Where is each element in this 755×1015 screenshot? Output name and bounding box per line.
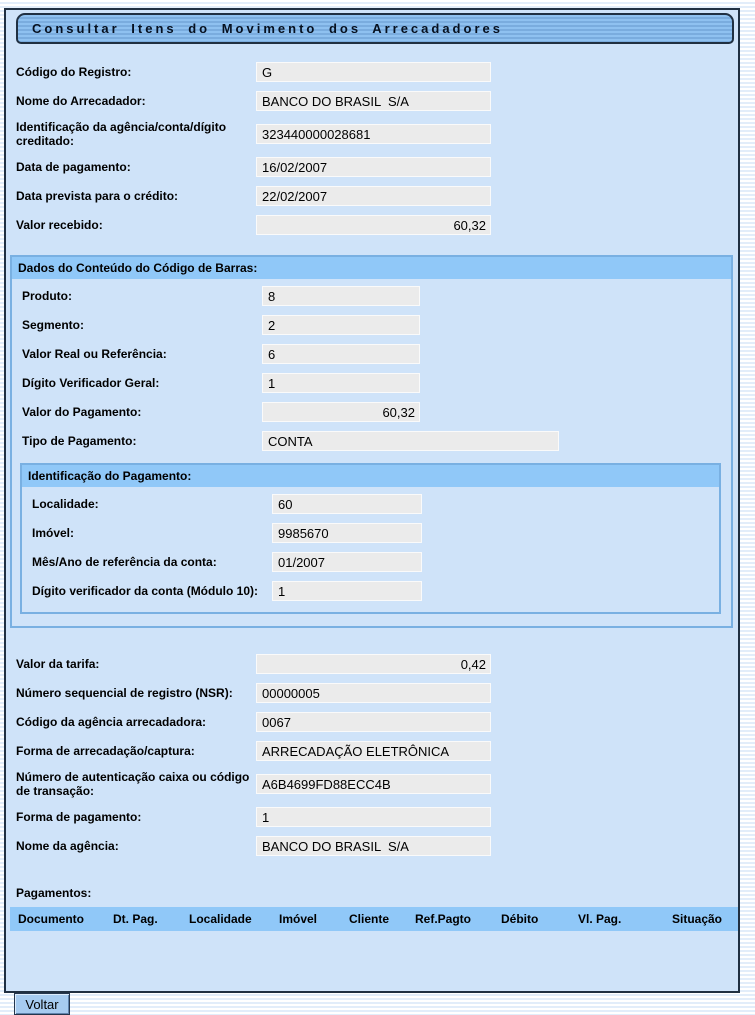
codigo-agencia-field[interactable]: 0067 xyxy=(256,712,491,732)
forma-pagamento-label: Forma de pagamento: xyxy=(16,810,142,824)
field-row-numero-autenticacao xyxy=(6,770,738,798)
segmento-label: Segmento: xyxy=(22,318,85,332)
payments-table xyxy=(10,907,738,931)
valor-pagamento-label: Valor do Pagamento: xyxy=(22,405,142,419)
col-ref-pagto: Ref.Pagto xyxy=(407,907,493,931)
forma-arrecadacao-label: Forma de arrecadação/captura: xyxy=(16,744,195,758)
field-row-valor-recebido xyxy=(6,215,738,235)
field-row-produto xyxy=(12,286,731,306)
back-button[interactable]: Voltar xyxy=(14,993,70,1015)
field-row-localidade xyxy=(22,494,719,514)
valor-recebido-label: Valor recebido: xyxy=(16,218,103,232)
field-row-valor-pagamento xyxy=(12,402,731,422)
col-cliente: Cliente xyxy=(341,907,407,931)
identificacao-agencia-field[interactable]: 323440000028681 xyxy=(256,124,491,144)
localidade-label: Localidade: xyxy=(32,497,99,511)
nome-arrecadador-field[interactable]: BANCO DO BRASIL S/A xyxy=(256,91,491,111)
codigo-agencia-label: Código da agência arrecadadora: xyxy=(16,715,207,729)
numero-autenticacao-label: Número de autenticação caixa ou código de transação: xyxy=(16,770,250,798)
field-row-tipo-pagamento xyxy=(12,431,731,451)
col-imovel: Imóvel xyxy=(271,907,341,931)
codigo-registro-field[interactable]: G xyxy=(256,62,491,82)
field-row-codigo-registro xyxy=(6,62,738,82)
forma-arrecadacao-field[interactable]: ARRECADAÇÃO ELETRÔNICA xyxy=(256,741,491,761)
data-pagamento-label: Data de pagamento: xyxy=(16,160,131,174)
col-dt-pag: Dt. Pag. xyxy=(105,907,181,931)
payments-table-header-row xyxy=(10,907,738,931)
col-vl-pag: Vl. Pag. xyxy=(570,907,664,931)
nsr-field[interactable]: 00000005 xyxy=(256,683,491,703)
main-panel xyxy=(4,8,740,1012)
digito-verificador-conta-label: Dígito verificador da conta (Módulo 10): xyxy=(32,584,259,598)
field-row-imovel xyxy=(22,523,719,543)
valor-tarifa-label: Valor da tarifa: xyxy=(16,657,100,671)
field-row-digito-verificador-geral xyxy=(12,373,731,393)
field-row-forma-pagamento xyxy=(6,807,738,827)
codigo-registro-label: Código do Registro: xyxy=(16,65,132,79)
field-row-digito-verificador-conta xyxy=(22,581,719,601)
field-row-codigo-agencia xyxy=(6,712,738,732)
col-situacao: Situação xyxy=(664,907,738,931)
payment-id-section xyxy=(20,463,721,614)
nsr-label: Número sequencial de registro (NSR): xyxy=(16,686,233,700)
field-row-identificacao-agencia xyxy=(6,120,738,148)
nome-agencia-label: Nome da agência: xyxy=(16,839,119,853)
page-title-text: Consultar Itens do Movimento dos Arrecadadores xyxy=(32,21,503,36)
digito-verificador-geral-field[interactable]: 1 xyxy=(262,373,420,393)
data-prevista-label: Data prevista para o crédito: xyxy=(16,189,179,203)
localidade-field[interactable]: 60 xyxy=(272,494,422,514)
barcode-section-header: Dados do Conteúdo do Código de Barras: xyxy=(12,257,731,279)
barcode-section xyxy=(10,255,733,628)
produto-label: Produto: xyxy=(22,289,72,303)
data-pagamento-field[interactable]: 16/02/2007 xyxy=(256,157,491,177)
field-row-valor-tarifa xyxy=(6,654,738,674)
digito-verificador-conta-field[interactable]: 1 xyxy=(272,581,422,601)
payment-id-section-header: Identificação do Pagamento: xyxy=(22,465,719,487)
field-row-data-prevista xyxy=(6,186,738,206)
field-row-nome-arrecadador xyxy=(6,91,738,111)
payments-label: Pagamentos: xyxy=(16,886,92,900)
mes-ano-referencia-label: Mês/Ano de referência da conta: xyxy=(32,555,217,569)
valor-tarifa-field[interactable]: 0,42 xyxy=(256,654,491,674)
field-row-valor-real xyxy=(12,344,731,364)
nome-arrecadador-label: Nome do Arrecadador: xyxy=(16,94,146,108)
forma-pagamento-field[interactable]: 1 xyxy=(256,807,491,827)
imovel-field[interactable]: 9985670 xyxy=(272,523,422,543)
page-title xyxy=(16,13,734,44)
tipo-pagamento-label: Tipo de Pagamento: xyxy=(22,434,137,448)
valor-real-field[interactable]: 6 xyxy=(262,344,420,364)
col-documento: Documento xyxy=(10,907,105,931)
field-row-mes-ano-referencia xyxy=(22,552,719,572)
numero-autenticacao-field[interactable]: A6B4699FD88ECC4B xyxy=(256,774,491,794)
data-prevista-field[interactable]: 22/02/2007 xyxy=(256,186,491,206)
tipo-pagamento-field[interactable]: CONTA xyxy=(262,431,559,451)
mes-ano-referencia-field[interactable]: 01/2007 xyxy=(272,552,422,572)
segmento-field[interactable]: 2 xyxy=(262,315,420,335)
field-row-forma-arrecadacao xyxy=(6,741,738,761)
valor-recebido-field[interactable]: 60,32 xyxy=(256,215,491,235)
col-localidade: Localidade xyxy=(181,907,271,931)
field-row-segmento xyxy=(12,315,731,335)
field-row-nome-agencia xyxy=(6,836,738,856)
nome-agencia-field[interactable]: BANCO DO BRASIL S/A xyxy=(256,836,491,856)
imovel-label: Imóvel: xyxy=(32,526,75,540)
col-debito: Débito xyxy=(493,907,570,931)
field-row-nsr xyxy=(6,683,738,703)
digito-verificador-geral-label: Dígito Verificador Geral: xyxy=(22,376,160,390)
valor-real-label: Valor Real ou Referência: xyxy=(22,347,167,361)
produto-field[interactable]: 8 xyxy=(262,286,420,306)
field-row-data-pagamento xyxy=(6,157,738,177)
identificacao-agencia-label: Identificação da agência/conta/dígito creditado: xyxy=(16,120,227,148)
valor-pagamento-field[interactable]: 60,32 xyxy=(262,402,420,422)
